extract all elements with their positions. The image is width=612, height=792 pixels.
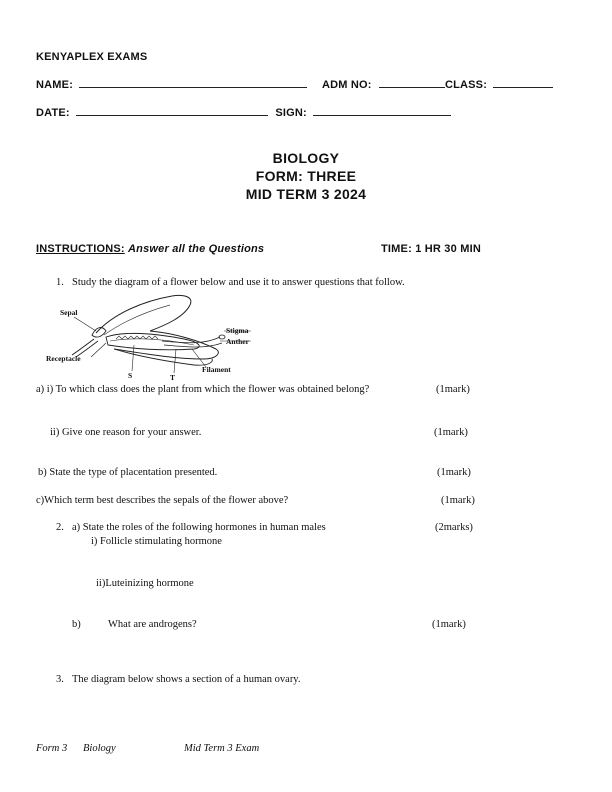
- q1c: c)Which term best describes the sepals of the flower above?: [36, 495, 289, 506]
- title-form: FORM: THREE: [255, 168, 357, 184]
- q1-number: 1.: [56, 277, 64, 288]
- flower-diagram: [44, 291, 274, 383]
- adm-row: [322, 79, 553, 91]
- q1a-ii: ii) Give one reason for your answer.: [50, 427, 202, 438]
- q2b: What are androgens?: [108, 619, 197, 630]
- date-field[interactable]: [76, 107, 268, 116]
- name-label: NAME:: [36, 79, 74, 91]
- q1-stem: Study the diagram of a flower below and use it to answer questions that follow.: [72, 277, 405, 288]
- instructions: [36, 243, 264, 255]
- q2a: a) State the roles of the following hormones in human males: [72, 522, 326, 533]
- school-name: KENYAPLEX EXAMS: [36, 51, 148, 63]
- q3-stem: The diagram below shows a section of a human ovary.: [72, 674, 301, 685]
- q1b: b) State the type of placentation presented.: [38, 467, 218, 478]
- title-term: MID TERM 3 2024: [245, 186, 367, 202]
- name-row: [36, 79, 307, 91]
- exam-time: TIME: 1 HR 30 MIN: [381, 243, 481, 255]
- label-anther: Anther: [226, 337, 249, 346]
- q2a-i: i) Follicle stimulating hormone: [91, 536, 222, 547]
- name-field[interactable]: [79, 79, 307, 88]
- label-t: T: [170, 373, 176, 382]
- q2a-mark: (2marks): [435, 522, 473, 533]
- q2b-mark: (1mark): [432, 619, 466, 630]
- q2a-ii: ii)Luteinizing hormone: [96, 578, 194, 589]
- sign-field[interactable]: [313, 107, 451, 116]
- footer-exam: Mid Term 3 Exam: [184, 743, 260, 754]
- label-filament: Filament: [202, 365, 231, 374]
- class-label: CLASS:: [444, 79, 488, 91]
- q1c-mark: (1mark): [441, 495, 475, 506]
- class-field[interactable]: [493, 79, 553, 88]
- date-label: DATE:: [36, 107, 70, 119]
- label-stigma: Stigma: [226, 326, 249, 335]
- q1b-mark: (1mark): [437, 467, 471, 478]
- q2-number: 2.: [56, 522, 64, 533]
- instructions-label: INSTRUCTIONS:: [36, 243, 125, 255]
- date-row: [36, 107, 451, 119]
- q3-number: 3.: [56, 674, 64, 685]
- label-sepal: Sepal: [60, 308, 78, 317]
- adm-field[interactable]: [379, 79, 445, 88]
- q1a-ii-mark: (1mark): [434, 427, 468, 438]
- instructions-text: Answer all the Questions: [128, 243, 265, 255]
- footer-subject: Biology: [83, 743, 116, 754]
- footer-form: Form 3: [36, 743, 68, 754]
- q1a-i: a) i) To which class does the plant from which the flower was obtained belong?: [36, 384, 370, 395]
- sign-label: SIGN:: [275, 107, 307, 119]
- adm-label: ADM NO:: [322, 79, 372, 91]
- q1a-i-mark: (1mark): [436, 384, 470, 395]
- title-subject: BIOLOGY: [272, 150, 340, 166]
- label-s: S: [128, 371, 133, 380]
- label-receptacle: Receptacle: [46, 354, 81, 363]
- q2b-label: b): [72, 619, 81, 630]
